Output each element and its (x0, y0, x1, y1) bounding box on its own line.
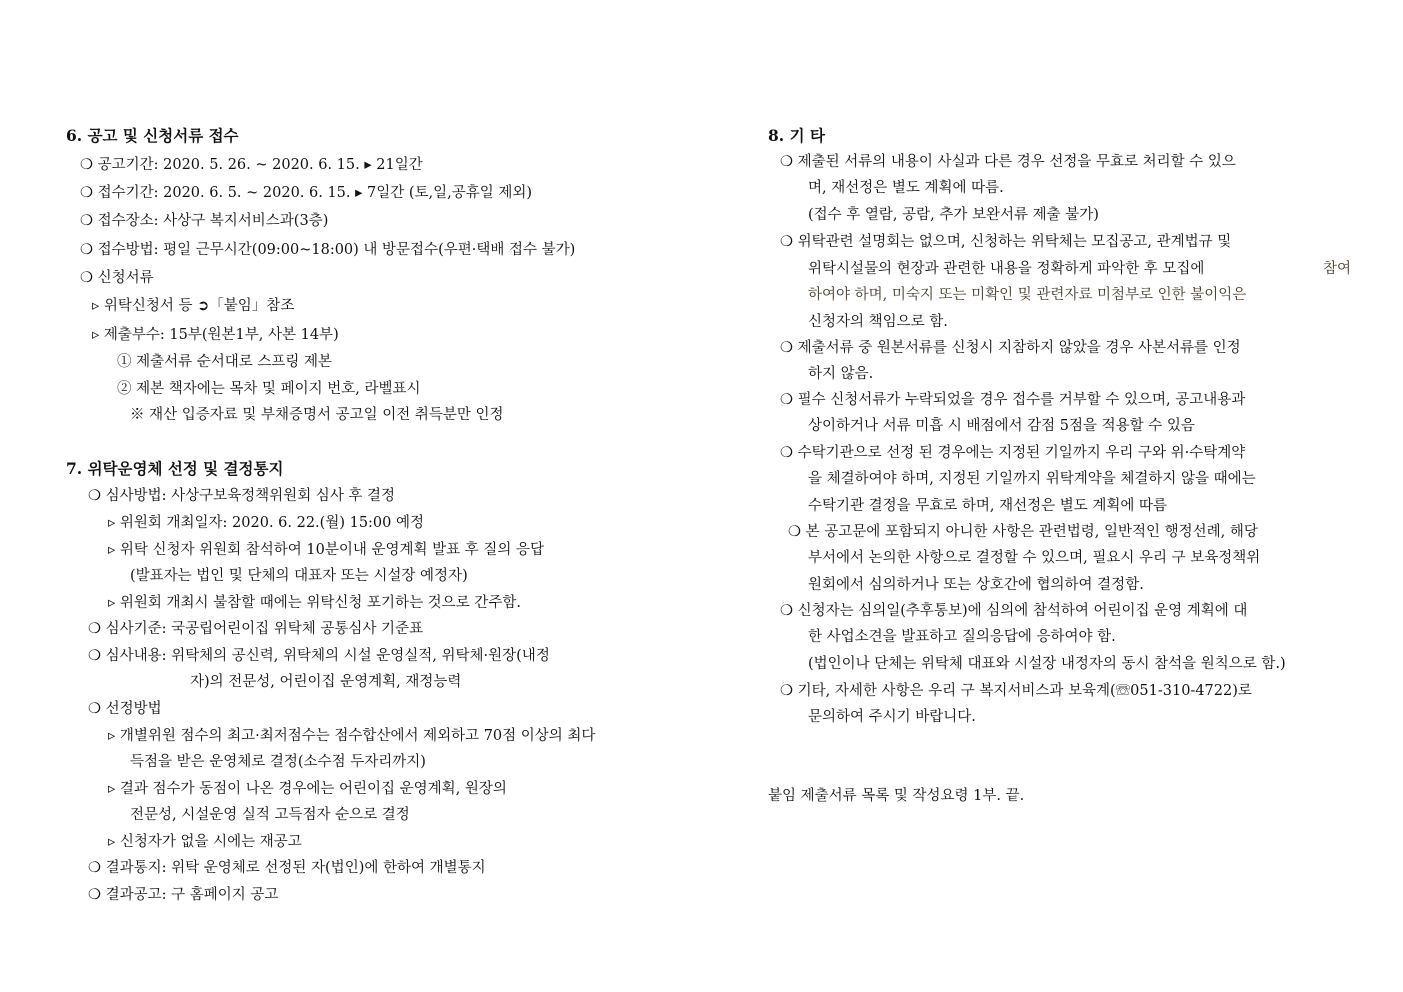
other-2a: ❍ 위탁관련 설명회는 없으며, 신청하는 위탁체는 모집공고, 관계법규 및 (780, 234, 1232, 250)
other-1b: 며, 재선정은 별도 계획에 따름. (808, 180, 1004, 196)
other-5c: 수탁기관 결정을 무효로 하며, 재선정은 별도 계획에 따름 (808, 498, 1168, 514)
selection-3: ▹ 신청자가 없을 시에는 재공고 (108, 834, 302, 850)
other-2b-tail: 참여 (1322, 261, 1351, 277)
other-3a: ❍ 제출서류 중 원본서류를 신청시 지참하지 않았을 경우 사본서류를 인정 (780, 340, 1241, 356)
review-content: ❍ 심사내용: 위탁체의 공신력, 위탁체의 시설 운영실적, 위탁체·원장(내정 (88, 648, 550, 664)
result-announce: ❍ 결과공고: 구 홈페이지 공고 (88, 887, 279, 903)
review-content-2: 자)의 전문성, 어린이집 운영계획, 재정능력 (190, 674, 462, 690)
other-4a: ❍ 필수 신청서류가 누락되었을 경우 접수를 거부할 수 있으며, 공고내용과 (780, 392, 1246, 408)
selection-1: ▹ 개별위원 점수의 최고·최저점수는 점수합산에서 제외하고 70점 이상의 최다 (108, 728, 596, 744)
other-5b: 을 체결하여야 하며, 지정된 기일까지 위탁계약을 체결하지 않을 때에는 (808, 471, 1256, 487)
selection-2: ▹ 결과 점수가 동점이 나온 경우에는 어린이집 운영계획, 원장의 (108, 781, 507, 797)
section-7-title: 7. 위탁운영체 선정 및 결정통지 (66, 459, 284, 478)
doc-num-2: ② 제본 책자에는 목차 및 페이지 번호, 라벨표시 (117, 381, 421, 397)
review-m1: ▹ 위원회 개최일자: 2020. 6. 22.(월) 15:00 예정 (108, 515, 425, 531)
doc-sub-2: ▹ 제출부수: 15부(원본1부, 사본 14부) (92, 327, 339, 343)
receipt-method: ❍ 접수방법: 평일 근무시간(09:00~18:00) 내 방문접수(우편·택배 접수 불가) (80, 242, 576, 258)
review-m2: ▹ 위탁 신청자 위원회 참석하여 10분이내 운영계획 발표 후 질의 응답 (108, 542, 545, 558)
other-3b: 하지 않음. (808, 366, 874, 382)
other-8b: 문의하여 주시기 바랍니다. (808, 709, 976, 725)
attachment-note: 붙임 제출서류 목록 및 작성요령 1부. 끝. (768, 788, 1025, 804)
application-documents: ❍ 신청서류 (80, 270, 154, 286)
other-6c: 원회에서 심의하거나 또는 상호간에 협의하여 결정함. (808, 577, 1144, 593)
other-1a: ❍ 제출된 서류의 내용이 사실과 다른 경우 선정을 무효로 처리할 수 있으 (780, 154, 1236, 170)
other-2c: 하여야 하며, 미숙지 또는 미확인 및 관련자료 미첨부로 인한 불이익은 (808, 287, 1247, 303)
doc-note: ※ 재산 입증자료 및 부채증명서 공고일 이전 취득분만 인정 (130, 407, 504, 423)
other-6b: 부서에서 논의한 사항으로 결정할 수 있으며, 필요시 우리 구 보육정책위 (808, 550, 1261, 566)
other-7b: 한 사업소견을 발표하고 질의응답에 응하여야 함. (808, 629, 1116, 645)
notice-period: ❍ 공고기간: 2020. 5. 26. ~ 2020. 6. 15. ▸ 21일간 (80, 157, 423, 173)
other-7c: (법인이나 단체는 위탁체 대표와 시설장 내정자의 동시 참석을 원칙으로 함.) (808, 656, 1286, 672)
other-2b-text: 위탁시설물의 현장과 관련한 내용을 정확하게 파악한 후 모집에 (808, 261, 1205, 277)
receipt-period: ❍ 접수기간: 2020. 6. 5. ~ 2020. 6. 15. ▸ 7일간 (토,일,공휴일 제외) (80, 185, 533, 201)
other-5a: ❍ 수탁기관으로 선정 된 경우에는 지정된 기일까지 우리 구와 위·수탁계약 (780, 445, 1246, 461)
other-2d: 신청자의 책임으로 함. (808, 314, 948, 330)
receipt-place: ❍ 접수장소: 사상구 복지서비스과(3층) (80, 213, 329, 229)
doc-sub-1: ▹ 위탁신청서 등 ➲「붙임」참조 (92, 298, 295, 314)
selection-method: ❍ 선정방법 (88, 701, 162, 717)
other-4b: 상이하거나 서류 미흡 시 배점에서 감점 5점을 적용할 수 있음 (808, 418, 1195, 434)
other-6a: ❍ 본 공고문에 포함되지 아니한 사항은 관련법령, 일반적인 행정선례, 해당 (788, 524, 1258, 540)
review-m2b: (발표자는 법인 및 단체의 대표자 또는 시설장 예정자) (130, 568, 468, 584)
review-method: ❍ 심사방법: 사상구보육정책위원회 심사 후 결정 (88, 488, 396, 504)
result-notify: ❍ 결과통지: 위탁 운영체로 선정된 자(법인)에 한하여 개별통지 (88, 860, 486, 876)
doc-num-1: ① 제출서류 순서대로 스프링 제본 (117, 354, 333, 370)
selection-1b: 득점을 받은 운영체로 결정(소수점 두자리까지) (130, 754, 426, 770)
section-6-title: 6. 공고 및 신청서류 접수 (66, 126, 239, 145)
review-criteria: ❍ 심사기준: 국공립어린이집 위탁체 공통심사 기준표 (88, 621, 424, 637)
selection-2b: 전문성, 시설운영 실적 고득점자 순으로 결정 (130, 807, 410, 823)
other-1c: (접수 후 열람, 공람, 추가 보완서류 제출 불가) (808, 207, 1099, 223)
section-8-title: 8. 기 타 (768, 126, 825, 145)
other-2b (808, 259, 1351, 279)
review-m3: ▹ 위원회 개최시 불참할 때에는 위탁신청 포기하는 것으로 간주함. (108, 595, 521, 611)
other-8a: ❍ 기타, 자세한 사항은 우리 구 복지서비스과 보육계(☏051-310-4722)로 (780, 683, 1252, 699)
other-7a: ❍ 신청자는 심의일(추후통보)에 심의에 참석하여 어린이집 운영 계획에 대 (780, 603, 1248, 619)
